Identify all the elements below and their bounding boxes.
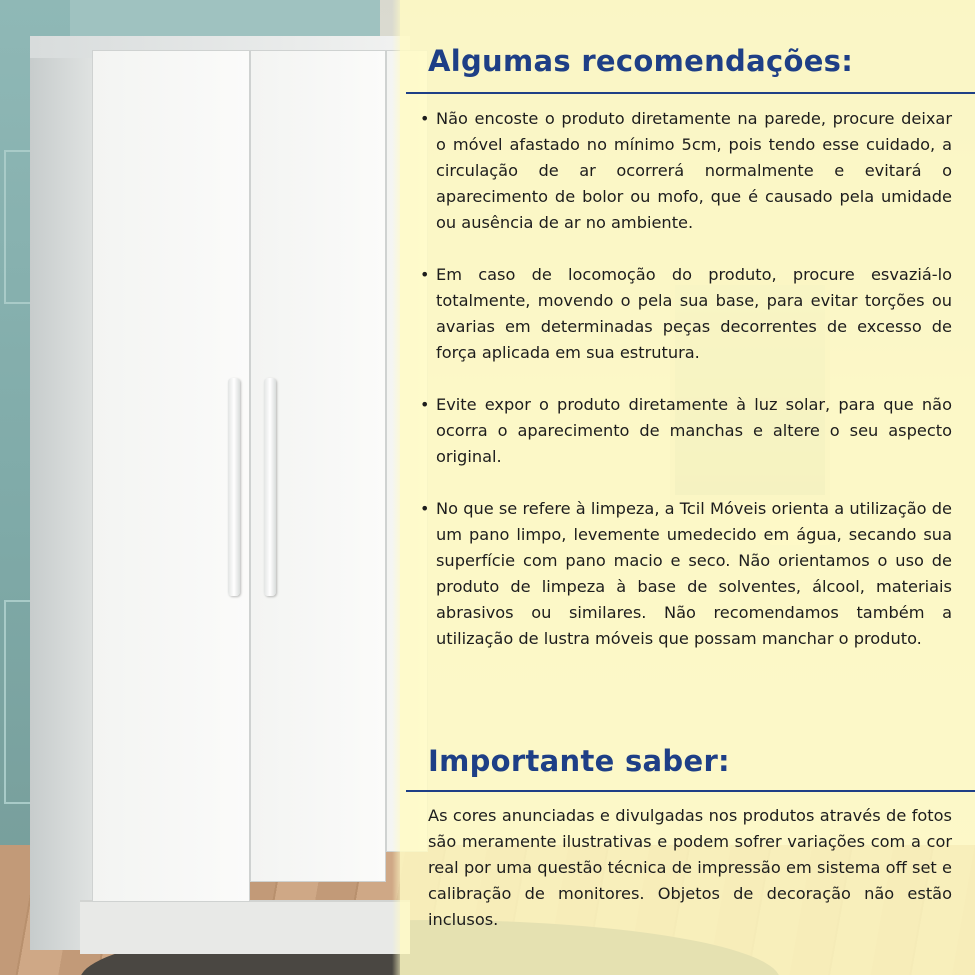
recommendation-item — [420, 106, 952, 236]
bullet-icon: • — [420, 395, 430, 414]
recommendations-list — [420, 106, 952, 652]
recommendations-heading: Algumas recomendações: — [428, 44, 854, 78]
overlay-fade-edge — [392, 0, 400, 975]
recommendation-text: Evite expor o produto diretamente à luz solar, para que não ocorra o aparecimento de manchas e altere o seu aspecto original. — [436, 395, 952, 466]
recommendation-item — [420, 262, 952, 366]
door-handle-right — [264, 378, 276, 596]
recommendation-item — [420, 496, 952, 652]
important-heading: Importante saber: — [428, 744, 730, 778]
recommendation-text: Em caso de locomoção do produto, procure esvaziá-lo totalmente, movendo o pela sua base, para evitar torções ou avarias em determinadas peças decorrentes de excesso de força aplicada em sua estrutura. — [436, 265, 952, 362]
important-text: As cores anunciadas e divulgadas nos produtos através de fotos são meramente ilustrativas e podem sofrer variações com a cor real por uma questão técnica de impressão em sistema off set e calibração de monitores. Objetos de decoração não estão inclusos. — [428, 806, 952, 929]
recommendation-item — [420, 392, 952, 470]
recommendations-divider — [406, 92, 975, 94]
wardrobe-side-panel — [30, 50, 92, 950]
recommendation-text: No que se refere à limpeza, a Tcil Móveis orienta a utilização de um pano limpo, levemente umedecido em água, secando sua superfície com pano macio e seco. Não orientamos o uso de produto de limpeza à base de solventes, álcool, materiais abrasivos ou similares. Não recomendamos também a utilização de lustra móveis que possam manchar o produto. — [436, 499, 952, 648]
wardrobe-door-left — [92, 50, 250, 902]
door-handle-left — [228, 378, 240, 596]
wardrobe-base — [80, 900, 410, 954]
important-divider — [406, 790, 975, 792]
bullet-icon: • — [420, 499, 430, 518]
bullet-icon: • — [420, 109, 430, 128]
bullet-icon: • — [420, 265, 430, 284]
recommendation-text: Não encoste o produto diretamente na parede, procure deixar o móvel afastado no mínimo 5cm, pois tendo esse cuidado, a circulação de ar ocorrerá normalmente e evitará o aparecimento de bolor ou mofo, que é causado pela umidade ou ausência de ar no ambiente. — [436, 109, 952, 232]
